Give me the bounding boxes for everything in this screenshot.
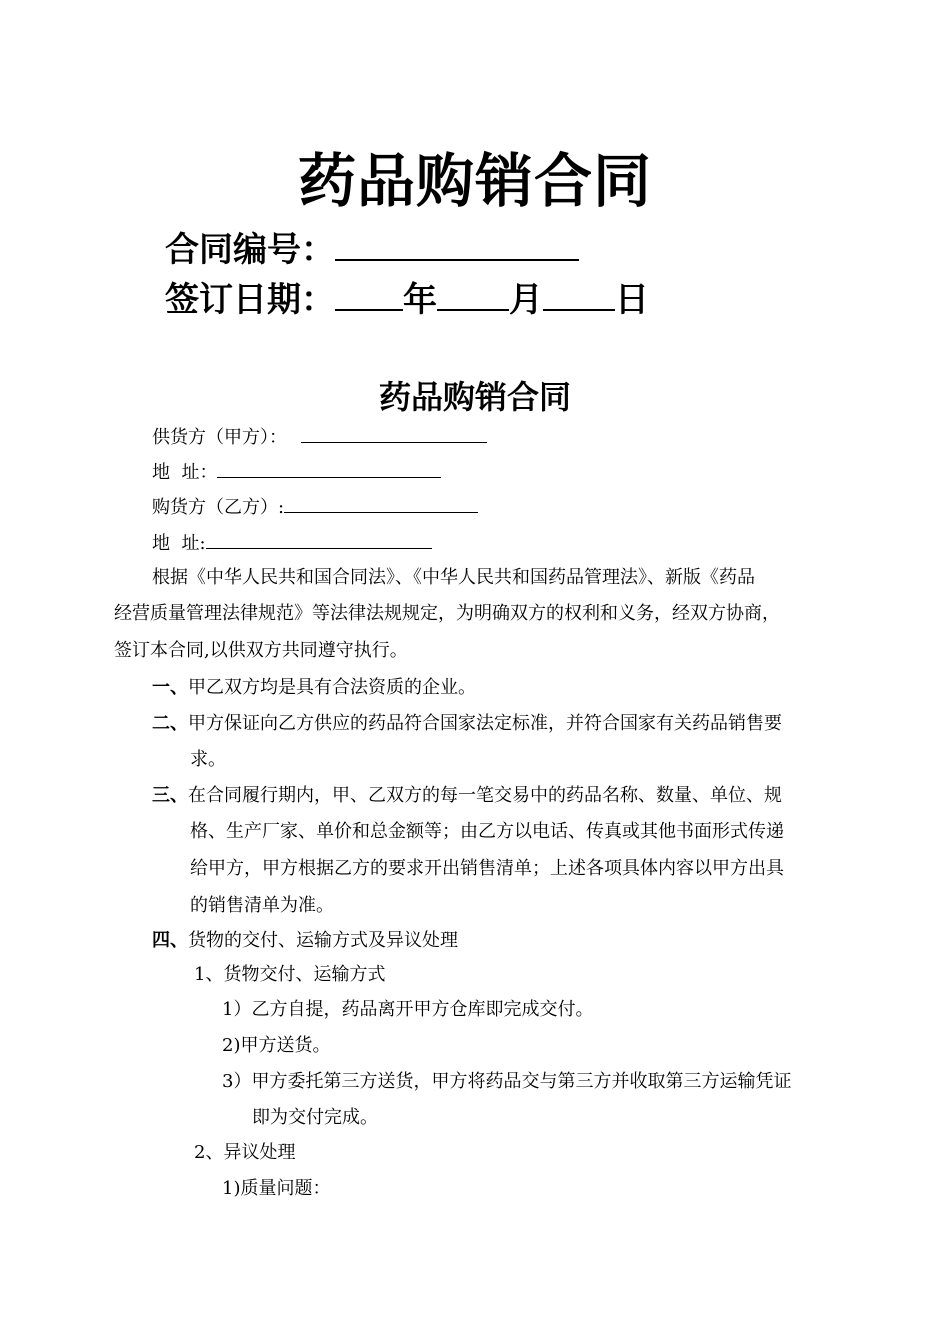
year-label: 年 [403,280,437,320]
buyer-line [152,494,478,520]
month-blank[interactable] [437,279,509,311]
clause-2 [152,712,782,736]
supplier-line [152,424,487,450]
buyer-label: 购货方（乙方）: [152,497,285,518]
cover-title: 药品购销合同 [297,147,652,215]
month-label: 月 [509,280,543,320]
buyer-address-line [152,530,432,556]
intro-line-2: 经营质量管理法律规范》等法律法规规定，为明确双方的权利和义务，经双方协商， [114,603,780,624]
clause-1-text: 甲乙双方均是具有合法资质的企业。 [188,677,476,698]
contract-number-label: 合同编号： [165,230,335,270]
clause-2-number: 二、 [152,713,188,734]
intro-line-3: 签订本合同,以供双方共同遵守执行。 [114,640,408,661]
contract-number-blank[interactable] [335,229,579,261]
buyer-address-blank[interactable] [206,530,432,549]
clause-3-number: 三、 [152,785,188,806]
day-label: 日 [615,280,649,320]
clause-4-1: 1、货物交付、运输方式 [194,964,386,985]
supplier-blank[interactable] [301,424,487,443]
clause-4-2-a: 1)质量问题： [222,1178,331,1199]
clause-1-number: 一、 [152,677,188,698]
clause-4-number: 四、 [152,930,188,951]
clause-3-line-2: 格、生产厂家、单价和总金额等；由乙方以电话、传真或其他书面形式传递 [190,821,784,842]
clause-4-1-c-line-2: 即为交付完成。 [252,1107,378,1128]
supplier-address-blank[interactable] [217,459,441,478]
buyer-address-label: 地 址: [152,533,206,554]
day-blank[interactable] [543,279,615,311]
sign-date-label: 签订日期： [165,280,335,320]
clause-4-1-c-line-1: 3）甲方委托第三方送货，甲方将药品交与第三方并收取第三方运输凭证 [222,1071,792,1092]
year-blank[interactable] [335,279,403,311]
clause-3-line-1: 在合同履行期内，甲、乙双方的每一笔交易中的药品名称、数量、单位、规 [188,785,782,806]
clause-1 [152,676,476,700]
clause-2-line-1: 甲方保证向乙方供应的药品符合国家法定标准，并符合国家有关药品销售要 [188,713,782,734]
supplier-address-label: 地 址： [152,462,218,483]
clause-2-line-2: 求。 [190,749,226,770]
clause-4-text: 货物的交付、运输方式及异议处理 [188,930,458,951]
clause-3-line-3: 给甲方，甲方根据乙方的要求开出销售清单；上述各项具体内容以甲方出具 [190,858,784,879]
contract-heading: 药品购销合同 [378,378,571,416]
contract-number-line [165,228,579,272]
buyer-blank[interactable] [284,494,478,513]
supplier-address-line [152,459,441,485]
clause-4 [152,929,458,953]
clause-4-2: 2、异议处理 [194,1142,296,1163]
supplier-label: 供货方（甲方）： [152,427,287,448]
clause-3-line-4: 的销售清单为准。 [190,895,334,916]
sign-date-line [165,278,649,322]
intro-line-1: 根据《中华人民共和国合同法》、《中华人民共和国药品管理法》、新版《药品 [152,567,755,588]
clause-4-1-b: 2)甲方送货。 [222,1035,331,1056]
clause-4-1-a: 1）乙方自提，药品离开甲方仓库即完成交付。 [222,999,594,1020]
clause-3 [152,784,782,808]
